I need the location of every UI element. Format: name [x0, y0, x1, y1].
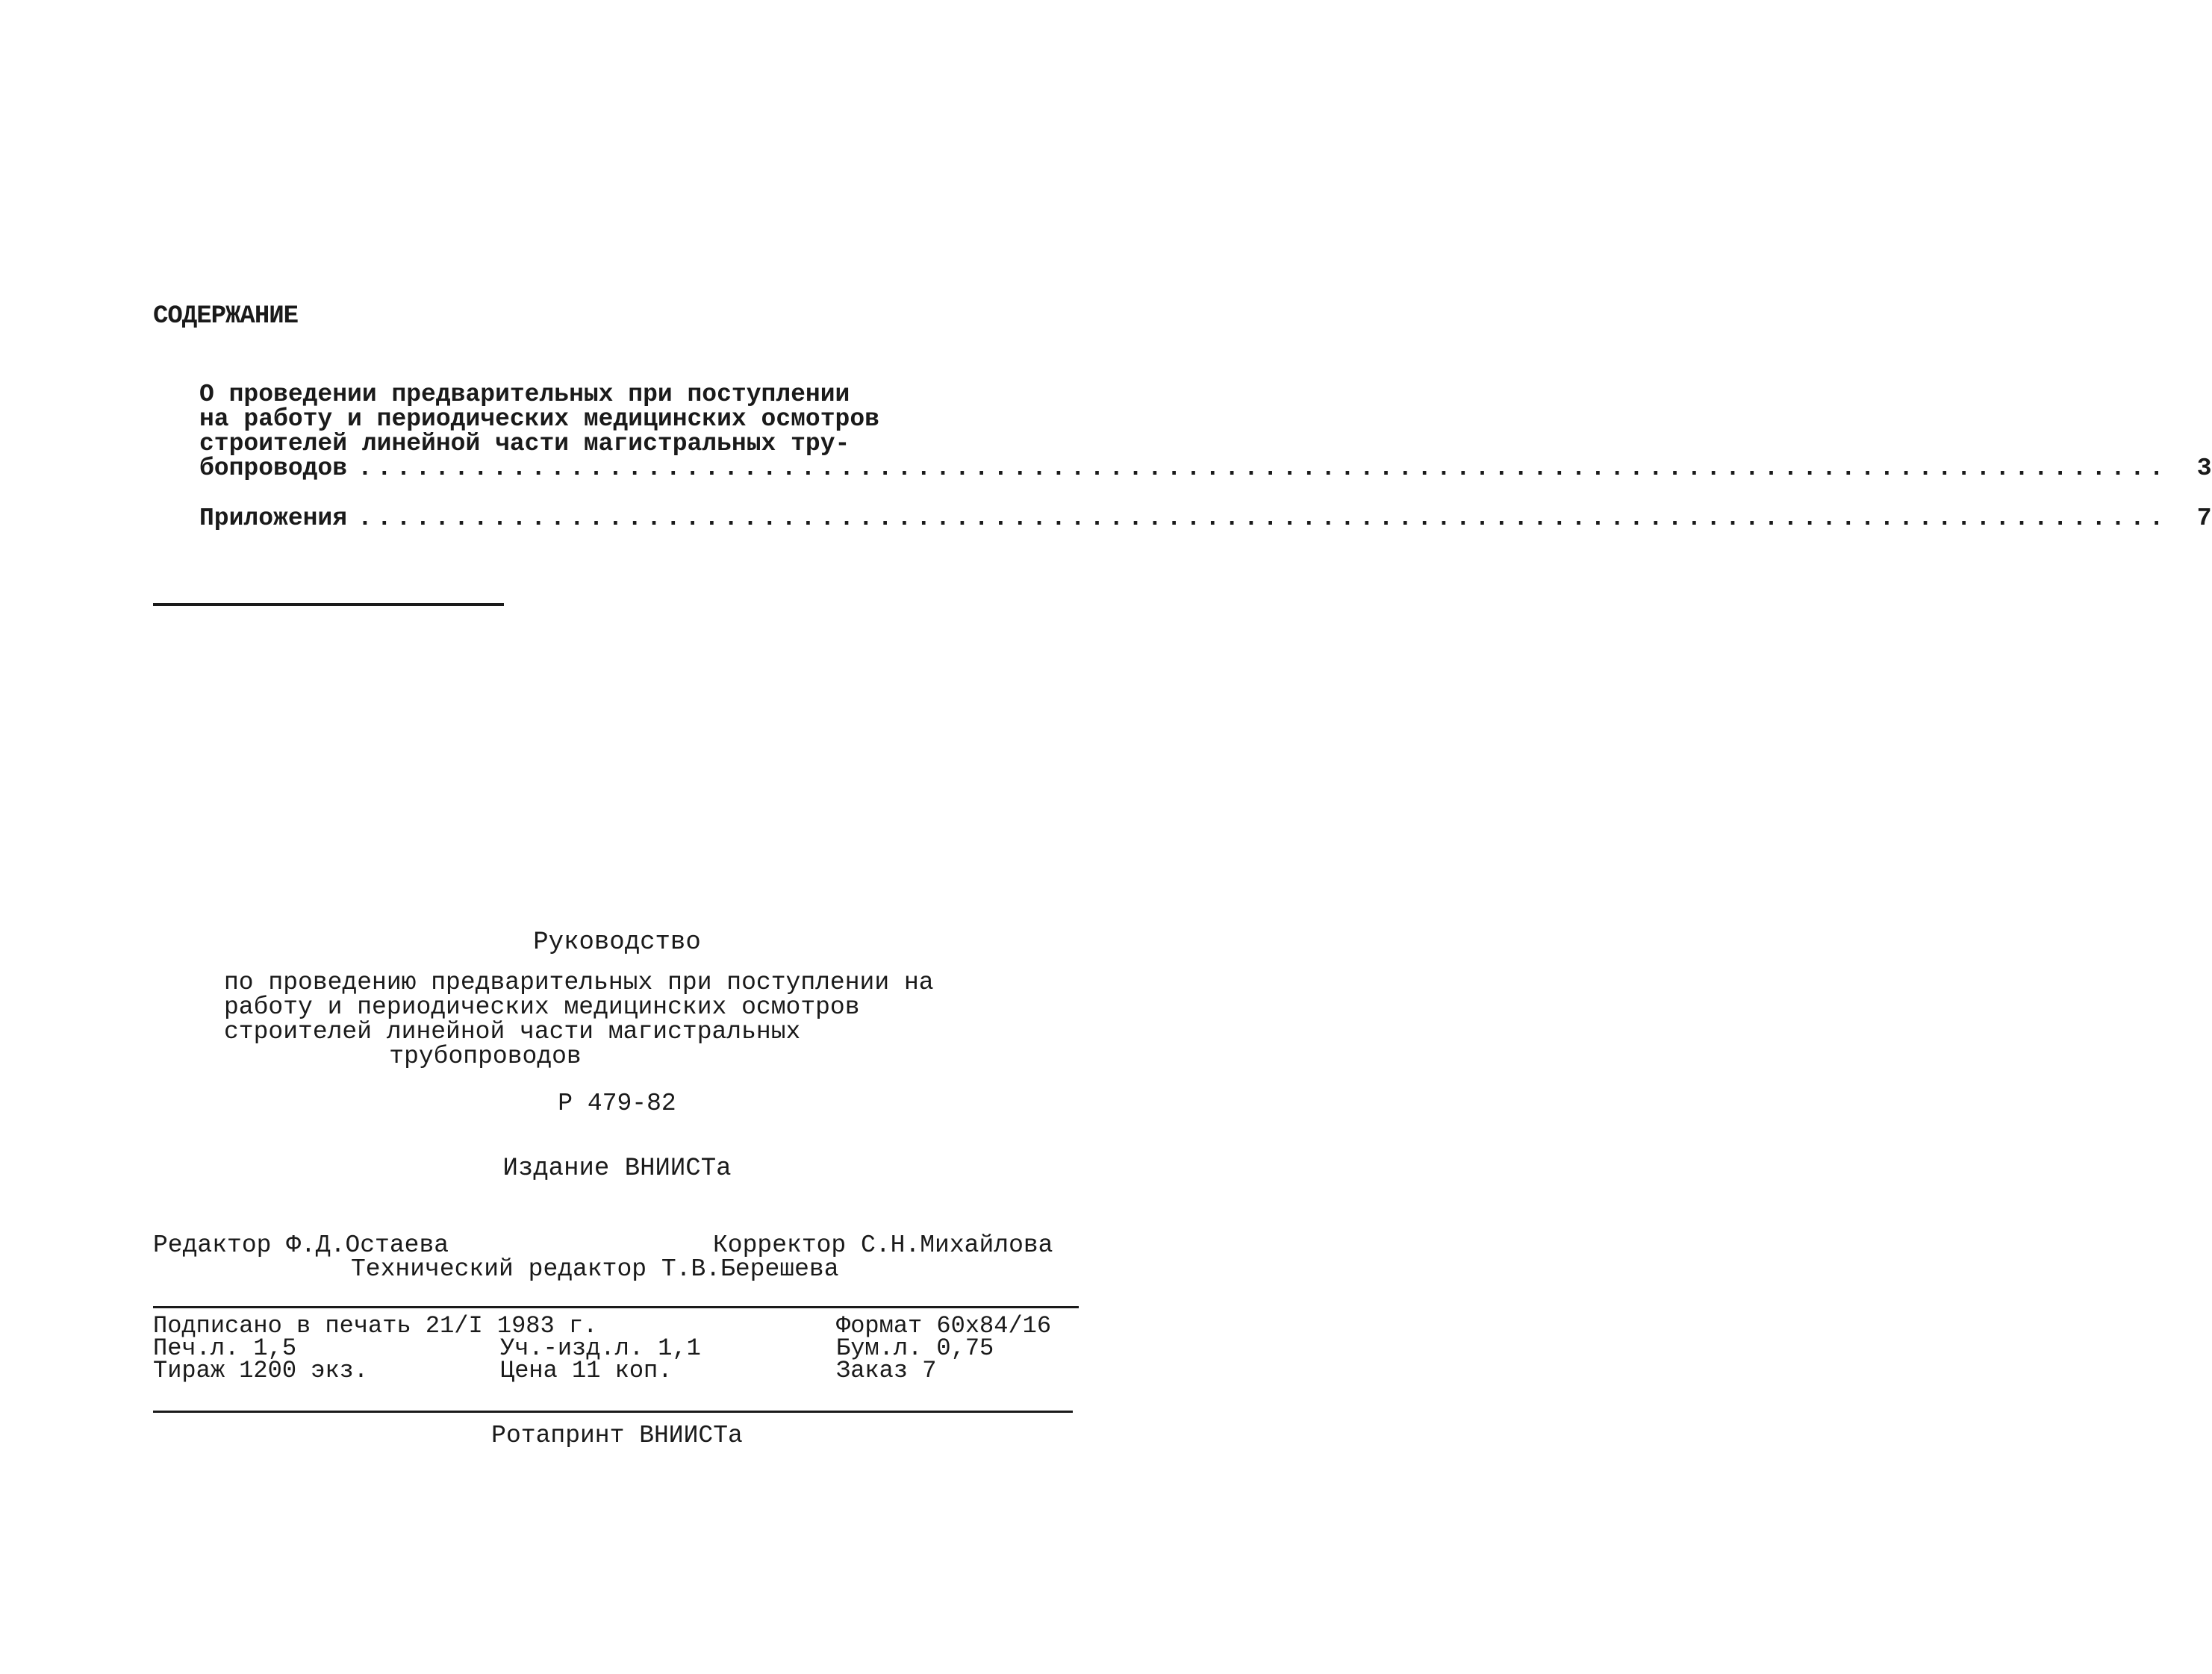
circulation: Тираж 1200 экз.: [153, 1357, 369, 1384]
printer: Ротапринт ВНИИСТа: [491, 1422, 743, 1449]
edition: Издание ВНИИСТа: [502, 1155, 732, 1183]
colophon-description-line-2: работу и периодических медицинских осмотров: [224, 993, 860, 1021]
toc-entry-1-line-2: на работу и периодических медицинских осмотров: [199, 405, 879, 433]
proofreader: Корректор С.Н.Михайлова: [713, 1231, 1053, 1259]
toc-entry-1: [199, 455, 2212, 482]
publication-sheets: Уч.-изд.л. 1,1: [500, 1334, 701, 1362]
colophon-description-line-1: по проведению предварительных при поступлении на: [224, 969, 934, 996]
colophon-description-line-4: трубопроводов: [389, 1043, 582, 1070]
colophon-title: Руководство: [533, 928, 701, 957]
table-of-contents: [199, 381, 2212, 532]
colophon-description-line-3: строителей линейной части магистральных: [224, 1018, 801, 1046]
order-number: Заказ 7: [836, 1357, 937, 1384]
colophon-description: [224, 970, 934, 1069]
document-code: Р 479-82: [558, 1090, 676, 1117]
separator-rule: [153, 603, 504, 606]
paper-sheets: Бум.л. 0,75: [836, 1334, 994, 1362]
price: Цена 11 коп.: [500, 1357, 673, 1384]
signed-for-print: Подписано в печать 21/I 1983 г.: [153, 1312, 598, 1340]
dot-leader: ..............................................................................................: [358, 455, 2169, 482]
format: Формат 60х84/16: [836, 1312, 1052, 1340]
toc-entry-1-line-1: О проведении предварительных при поступлении: [199, 381, 850, 408]
dot-leader: ..............................................................................................: [358, 505, 2169, 532]
imprint-top-rule: [153, 1306, 1079, 1308]
toc-entry-2: [199, 505, 2212, 532]
contents-heading: СОДЕРЖАНИЕ: [153, 302, 299, 331]
technical-editor: Технический редактор Т.В.Берешева: [351, 1255, 839, 1283]
editor: Редактор Ф.Д.Остаева: [153, 1231, 449, 1259]
toc-entry-1-line-3: строителей линейной части магистральных тру-: [199, 430, 850, 457]
imprint-column-middle: [500, 1334, 701, 1384]
imprint-column-right: [836, 1312, 1052, 1384]
toc-entry-1-last-line: бопроводов: [199, 455, 348, 482]
toc-entry-2-title: Приложения: [199, 505, 348, 532]
toc-entry-2-page: 7: [2196, 505, 2212, 532]
imprint-bottom-rule: [153, 1411, 1073, 1413]
toc-entry-1-page: 3: [2196, 455, 2212, 482]
print-sheets: Печ.л. 1,5: [153, 1334, 297, 1362]
